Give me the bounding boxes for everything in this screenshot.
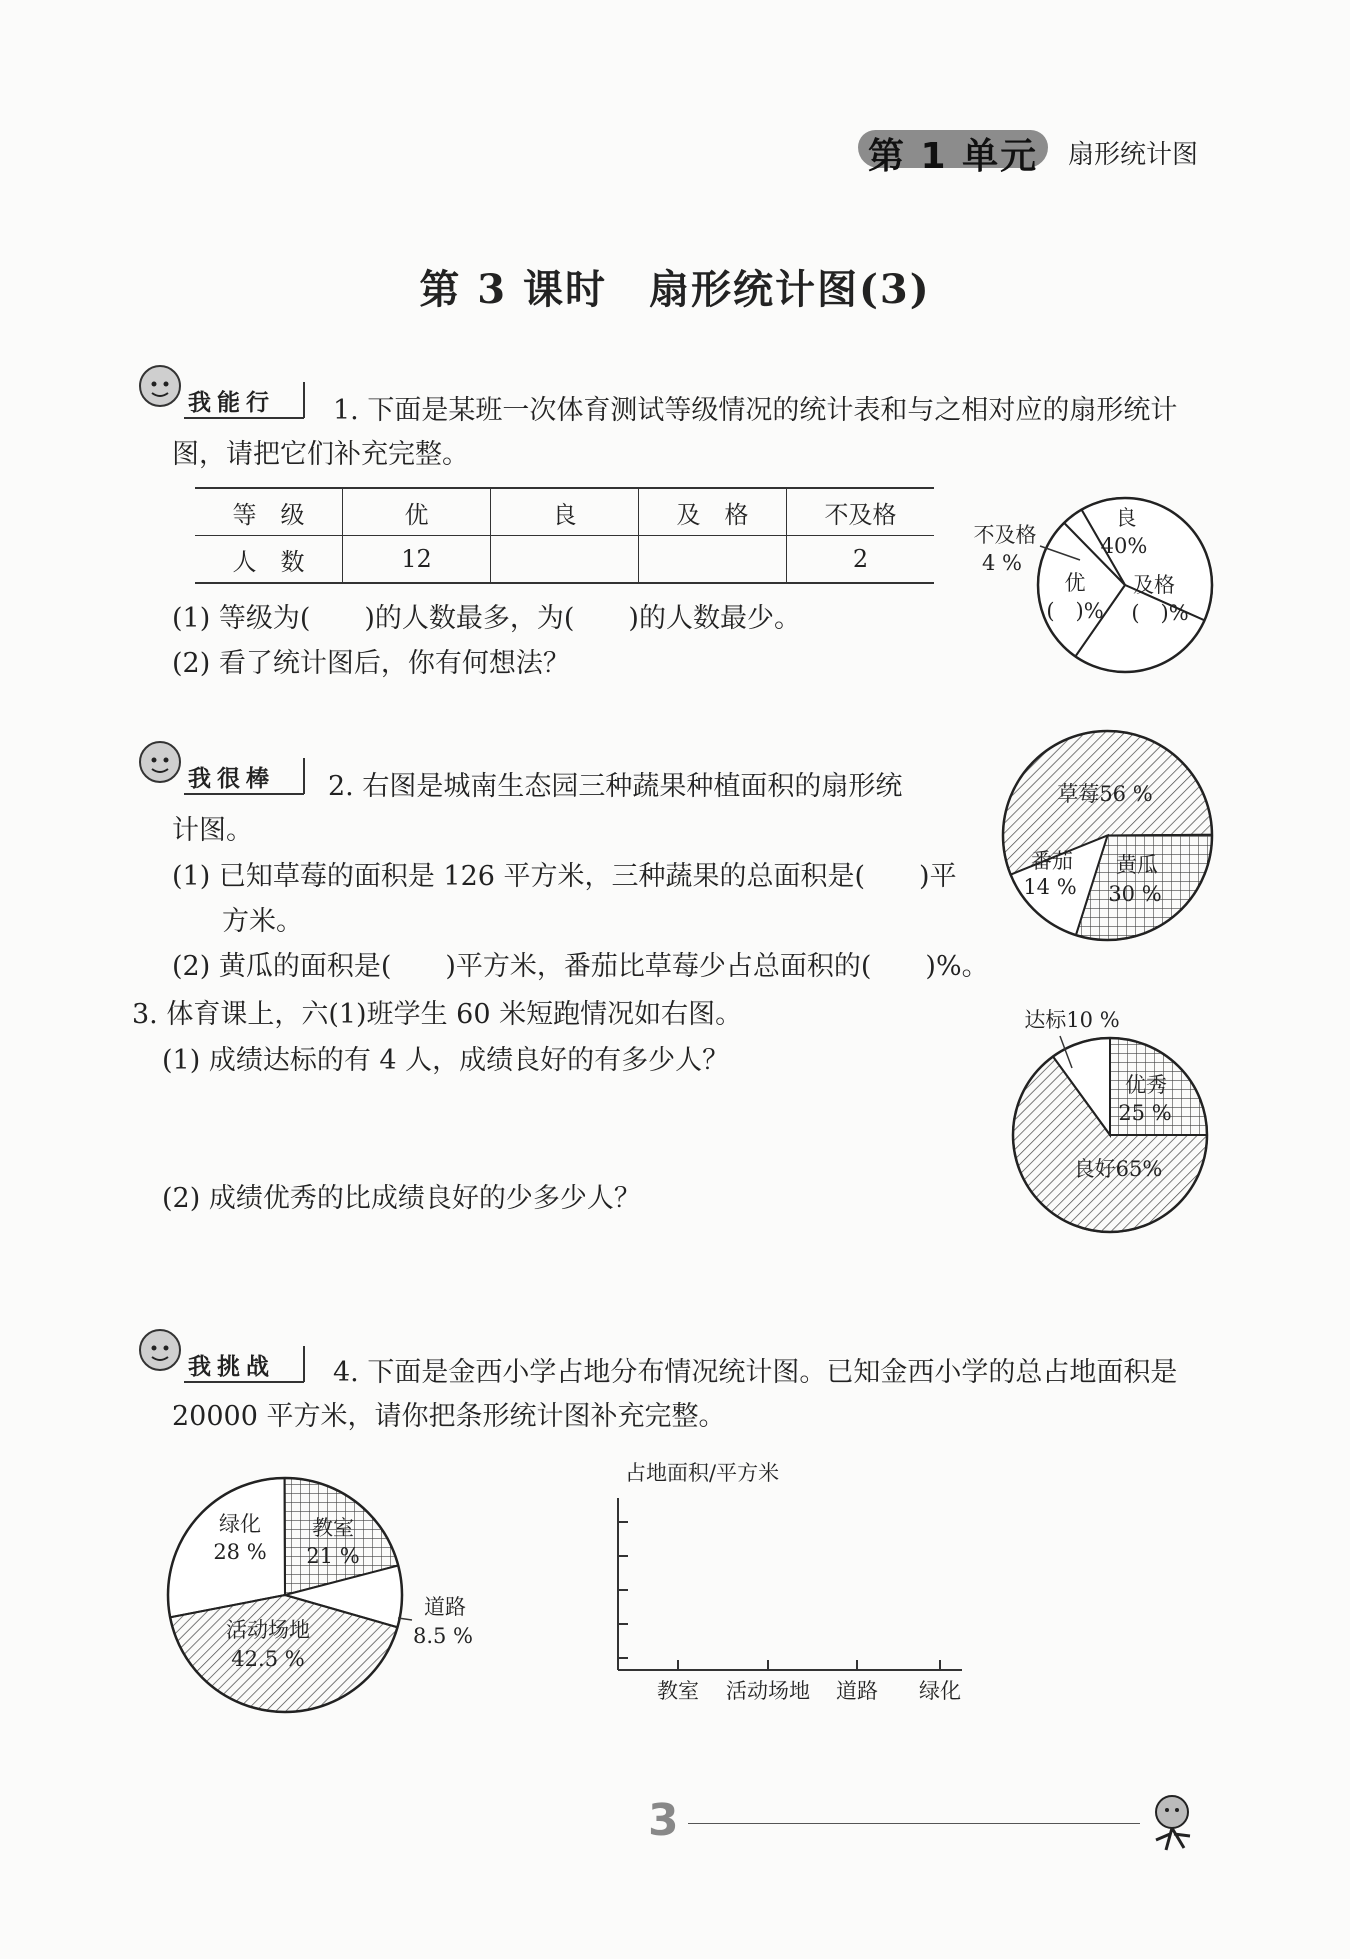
table-header-cell: 不及格 <box>787 489 935 536</box>
unit-subtitle: 扇形统计图 <box>1068 140 1199 170</box>
pie-label-text: 番茄 <box>1031 849 1073 873</box>
q2-line2: 计图。 <box>172 815 253 846</box>
q3-sub1: (1) 成绩达标的有 4 人，成绩良好的有多少人？ <box>162 1045 730 1076</box>
unit-label: 第 1 单元 <box>868 136 1039 177</box>
pie-label-text: 达标10 % <box>1024 1008 1120 1032</box>
x-tick-label: 活动场地 <box>726 1679 810 1703</box>
q2-sub1a: (1) 已知草莓的面积是 126 平方米，三种蔬果的总面积是( )平 <box>172 861 957 892</box>
pie-label-text: 不及格 <box>973 523 1037 547</box>
q4-line2: 20000 平方米，请你把条形统计图补充完整。 <box>172 1401 726 1432</box>
mascot-runner-icon <box>1140 1790 1210 1860</box>
table-header-cell: 及 格 <box>639 489 787 536</box>
q1-line2: 图，请把它们补充完整。 <box>172 439 469 470</box>
table-cell: 12 <box>343 536 491 583</box>
table-cell: 2 <box>787 536 935 583</box>
pie-value-text: 40% <box>1100 534 1148 558</box>
table-header-cell: 优 <box>343 489 491 536</box>
pie-value-text: 25 % <box>1118 1101 1172 1125</box>
badge-label: 我能行 <box>188 390 275 416</box>
pie-value-text: 4 % <box>982 551 1022 575</box>
lesson-title: 第 3 课时 扇形统计图(3) <box>419 266 931 313</box>
pie-label-text: 绿化 <box>219 1512 261 1536</box>
pie-label-text: 良 <box>1115 506 1137 530</box>
q2-sub2: (2) 黄瓜的面积是( )平方米，番茄比草莓少占总面积的( )%。 <box>172 951 989 982</box>
pie-label-text: 活动场地 <box>226 1618 310 1642</box>
table-header-cell: 等 级 <box>195 489 343 536</box>
table-header-cell: 良 <box>491 489 639 536</box>
pie-label-text: 黄瓜 <box>1116 853 1158 877</box>
q1-sub1: (1) 等级为( )的人数最多，为( )的人数最少。 <box>172 603 801 634</box>
q1-sub2: (2) 看了统计图后，你有何想法？ <box>172 648 570 679</box>
pie-value-text: 42.5 % <box>231 1647 305 1671</box>
pie-label-text: 教室 <box>312 1516 354 1540</box>
pie-label-text: 良好65% <box>1073 1157 1163 1181</box>
q2-sub1b: 方米。 <box>222 906 303 937</box>
q3-sub2: (2) 成绩优秀的比成绩良好的少多少人？ <box>162 1183 641 1214</box>
pie-label-text: 及格 <box>1133 573 1175 597</box>
q4-line1: 4. 下面是金西小学占地分布情况统计图。已知金西小学的总占地面积是 <box>333 1357 1178 1388</box>
pie-label-text: 优秀 <box>1125 1073 1167 1097</box>
pie-value-text: 14 % <box>1023 875 1077 899</box>
x-tick-label: 教室 <box>657 1679 699 1703</box>
pie-label-text: 草莓56 % <box>1057 782 1153 806</box>
pie-value-text: 21 % <box>306 1544 360 1568</box>
badge-label: 我挑战 <box>188 1354 275 1380</box>
x-tick-label: 道路 <box>836 1679 878 1703</box>
pie-label-text: 优 <box>1064 571 1086 595</box>
x-tick-label: 绿化 <box>919 1679 961 1703</box>
pie-value-text: ( )% <box>1046 599 1104 623</box>
pie-value-text: 28 % <box>213 1540 267 1564</box>
pie-label-text: 道路 <box>424 1595 466 1619</box>
pie-value-text: 30 % <box>1108 882 1162 906</box>
footer-rule <box>688 1823 1140 1824</box>
y-axis-label: 占地面积/平方米 <box>625 1461 780 1485</box>
q1-line1: 1. 下面是某班一次体育测试等级情况的统计表和与之相对应的扇形统计 <box>333 395 1178 426</box>
q2-line1: 2. 右图是城南生态园三种蔬果种植面积的扇形统 <box>328 771 903 802</box>
pie-value-text: ( )% <box>1131 601 1189 625</box>
badge-label: 我很棒 <box>188 766 275 792</box>
page-number: 3 <box>648 1795 679 1846</box>
pie-value-text: 8.5 % <box>412 1624 474 1648</box>
q3-line1: 3. 体育课上，六(1)班学生 60 米短跑情况如右图。 <box>132 999 743 1030</box>
bar-chart-campus <box>600 1450 1000 1710</box>
table-cell: 人 数 <box>232 547 305 576</box>
